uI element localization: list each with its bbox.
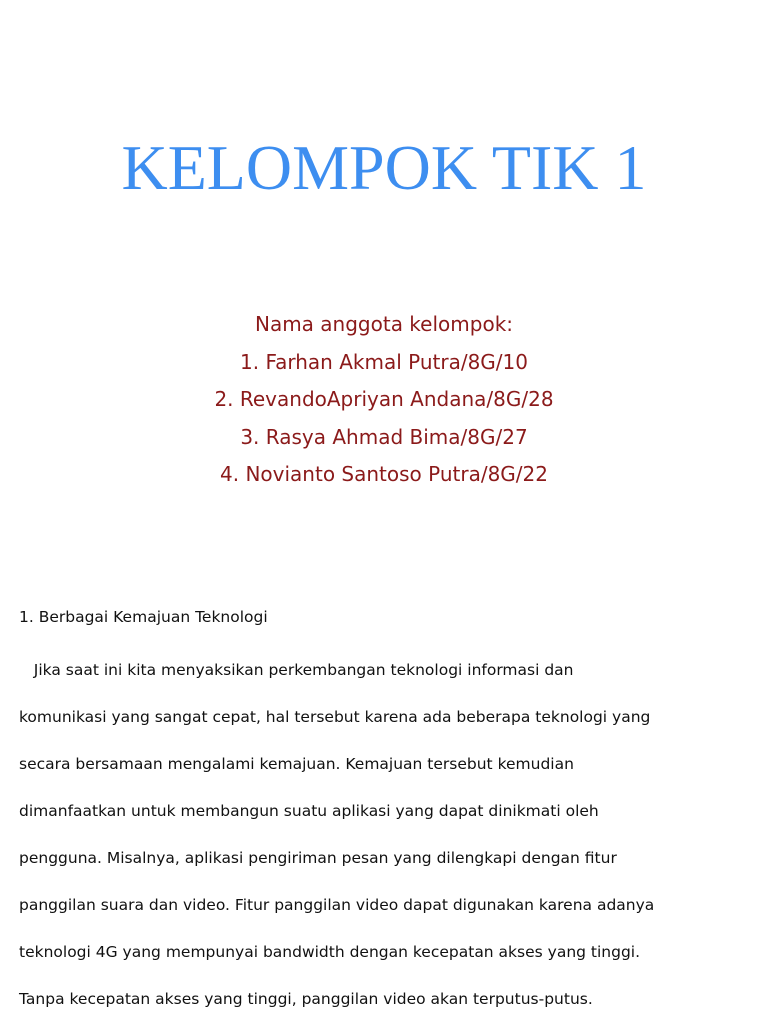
section-heading: 1. Berbagai Kemajuan Teknologi <box>19 608 268 626</box>
paragraph-line: Jika saat ini kita menyaksikan perkembangan teknologi informasi dan <box>19 660 574 679</box>
paragraph-line: secara bersamaan mengalami kemajuan. Kemajuan tersebut kemudian <box>19 754 574 773</box>
member-list <box>0 306 768 494</box>
member-item: 2. RevandoApriyan Andana/8G/28 <box>214 387 554 411</box>
paragraph-line: dimanfaatkan untuk membangun suatu aplikasi yang dapat dinikmati oleh <box>19 801 599 820</box>
member-item: 4. Novianto Santoso Putra/8G/22 <box>220 462 548 486</box>
paragraph-line: pengguna. Misalnya, aplikasi pengiriman pesan yang dilengkapi dengan fitur <box>19 848 617 867</box>
paragraph-line: panggilan suara dan video. Fitur panggilan video dapat digunakan karena adanya <box>19 895 655 914</box>
section-paragraph <box>19 635 749 1011</box>
member-item: 1. Farhan Akmal Putra/8G/10 <box>240 349 528 374</box>
content-section <box>19 605 749 1011</box>
paragraph-line: Tanpa kecepatan akses yang tinggi, panggilan video akan terputus-putus. <box>19 989 593 1008</box>
paragraph-line: teknologi 4G yang mempunyai bandwidth dengan kecepatan akses yang tinggi. <box>19 942 641 961</box>
member-list-heading: Nama anggota kelompok: <box>254 312 514 336</box>
paragraph-line: komunikasi yang sangat cepat, hal tersebut karena ada beberapa teknologi yang <box>19 707 651 726</box>
page-title: KELOMPOK TIK 1 <box>121 132 647 203</box>
member-item: 3. Rasya Ahmad Bima/8G/27 <box>240 424 528 449</box>
